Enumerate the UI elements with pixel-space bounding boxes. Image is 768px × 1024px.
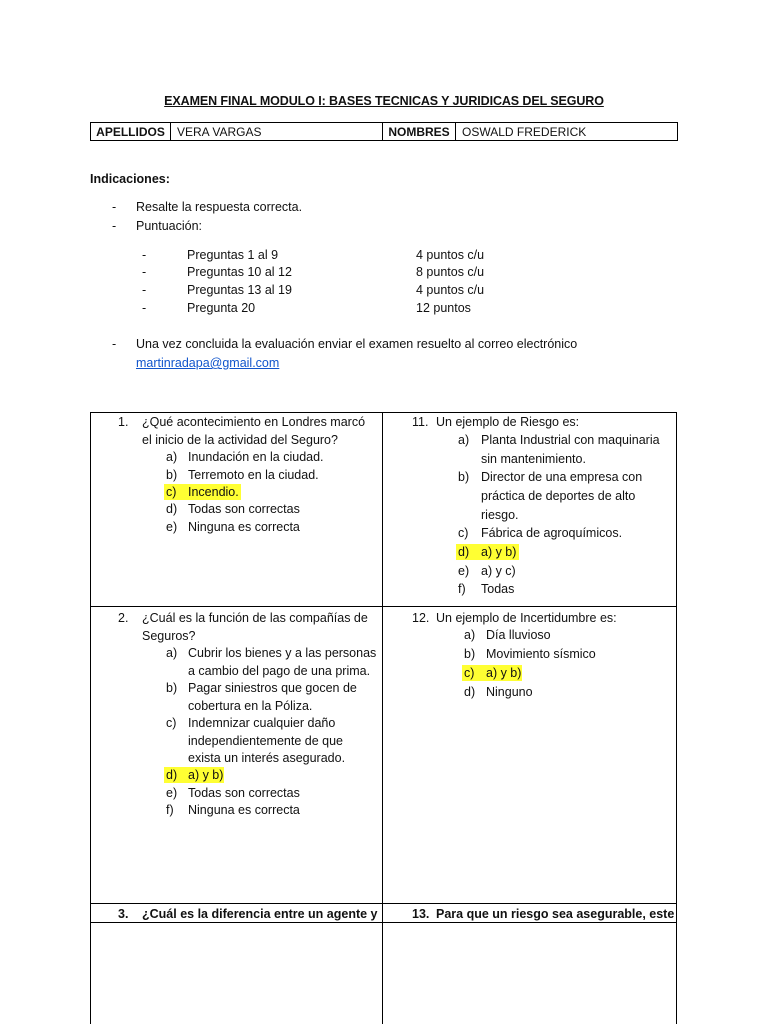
option-letter: e) [458, 564, 470, 578]
question-number: 12. [412, 611, 430, 625]
option-letter-selected: c) [464, 666, 475, 680]
option-letter: c) [166, 716, 177, 730]
option-text: Movimiento sísmico [486, 647, 596, 661]
option-letter-selected: d) [458, 545, 470, 559]
option-letter: d) [464, 685, 476, 699]
question-text: Para que un riesgo sea asegurable, este [436, 907, 675, 921]
option-text: riesgo. [481, 508, 519, 522]
option-letter-selected: c) [166, 485, 177, 499]
option-letter: a) [464, 628, 476, 642]
score-dash: - [142, 301, 147, 315]
score-points: 12 puntos [416, 301, 471, 315]
option-text: Indemnizar cualquier daño [188, 716, 336, 730]
option-text: a cambio del pago de una prima. [188, 664, 371, 678]
nombres-value: OSWALD FREDERICK [456, 123, 678, 141]
apellidos-value: VERA VARGAS [171, 123, 383, 141]
score-points: 4 puntos c/u [416, 283, 485, 297]
email-link[interactable]: martinradapa@gmail.com [136, 356, 280, 370]
option-letter: b) [464, 647, 476, 661]
option-text: independientemente de que [188, 734, 343, 748]
indicacion-item-1: Resalte la respuesta correcta. [136, 200, 303, 214]
question-text: Seguros? [142, 629, 196, 643]
indicaciones-heading: Indicaciones: [90, 172, 170, 186]
option-text: Ninguno [486, 685, 533, 699]
option-text-selected: a) y b) [188, 768, 224, 782]
option-text: práctica de deportes de alto [481, 489, 636, 503]
score-dash: - [142, 283, 147, 297]
option-letter: f) [458, 582, 466, 596]
score-label: Preguntas 10 al 12 [187, 265, 292, 279]
option-text: Terremoto en la ciudad. [188, 468, 319, 482]
score-dash: - [142, 248, 147, 262]
option-text-selected: a) y b) [486, 666, 522, 680]
student-info-table [90, 122, 678, 141]
option-text: sin mantenimiento. [481, 452, 586, 466]
column-divider [382, 412, 383, 1024]
option-text: Ninguna es correcta [188, 520, 300, 534]
option-text: Cubrir los bienes y a las personas [188, 646, 377, 660]
question-text: ¿Cuál es la diferencia entre un agente y [142, 907, 378, 921]
option-text-selected: a) y b) [481, 545, 517, 559]
bullet-dash: - [112, 337, 117, 351]
question-number: 13. [412, 907, 430, 921]
option-letter-selected: d) [166, 768, 178, 782]
apellidos-label: APELLIDOS [91, 123, 171, 141]
exam-title: EXAMEN FINAL MODULO I: BASES TECNICAS Y JURIDICAS DEL SEGURO [164, 94, 604, 108]
score-label: Pregunta 20 [187, 301, 256, 315]
question-number: 1. [118, 415, 129, 429]
option-letter: a) [166, 646, 178, 660]
bullet-dash: - [112, 219, 117, 233]
option-letter: a) [166, 450, 178, 464]
indicacion-item-3: Una vez concluida la evaluación enviar el examen resuelto al correo electrónico [136, 337, 578, 351]
option-text: a) y c) [481, 564, 516, 578]
question-text: ¿Qué acontecimiento en Londres marcó [142, 415, 366, 429]
score-points: 4 puntos c/u [416, 248, 485, 262]
option-letter: b) [166, 681, 178, 695]
option-text-selected: Incendio. [188, 485, 239, 499]
question-text: ¿Cuál es la función de las compañías de [142, 611, 368, 625]
option-letter: e) [166, 520, 178, 534]
question-number: 11. [412, 415, 429, 429]
option-text: Día lluvioso [486, 628, 551, 642]
score-dash: - [142, 265, 147, 279]
option-text: Inundación en la ciudad. [188, 450, 324, 464]
option-letter: a) [458, 433, 470, 447]
option-text: Ninguna es correcta [188, 803, 300, 817]
option-text: Director de una empresa con [481, 470, 643, 484]
question-number: 2. [118, 611, 129, 625]
score-label: Preguntas 1 al 9 [187, 248, 279, 262]
nombres-label: NOMBRES [383, 123, 456, 141]
option-letter: c) [458, 526, 469, 540]
questions-table [90, 412, 677, 1024]
bullet-dash: - [112, 200, 117, 214]
option-text: Pagar siniestros que gocen de [188, 681, 357, 695]
option-text: Fábrica de agroquímicos. [481, 526, 623, 540]
row-divider [90, 903, 677, 904]
row-divider [90, 606, 677, 607]
option-text: Planta Industrial con maquinaria [481, 433, 660, 447]
score-label: Preguntas 13 al 19 [187, 283, 292, 297]
option-text: cobertura en la Póliza. [188, 699, 313, 713]
option-letter: e) [166, 786, 178, 800]
option-text: Todas son correctas [188, 786, 300, 800]
option-letter: d) [166, 502, 178, 516]
option-letter: f) [166, 803, 174, 817]
question-number: 3. [118, 907, 129, 921]
score-points: 8 puntos c/u [416, 265, 485, 279]
indicacion-item-2: Puntuación: [136, 219, 203, 233]
option-text: Todas [481, 582, 515, 596]
question-text: Un ejemplo de Riesgo es: [436, 415, 580, 429]
option-letter: b) [458, 470, 470, 484]
option-text: Todas son correctas [188, 502, 300, 516]
question-text: el inicio de la actividad del Seguro? [142, 433, 338, 447]
option-letter: b) [166, 468, 178, 482]
option-text: exista un interés asegurado. [188, 751, 346, 765]
row-divider [90, 922, 677, 923]
question-text: Un ejemplo de Incertidumbre es: [436, 611, 617, 625]
